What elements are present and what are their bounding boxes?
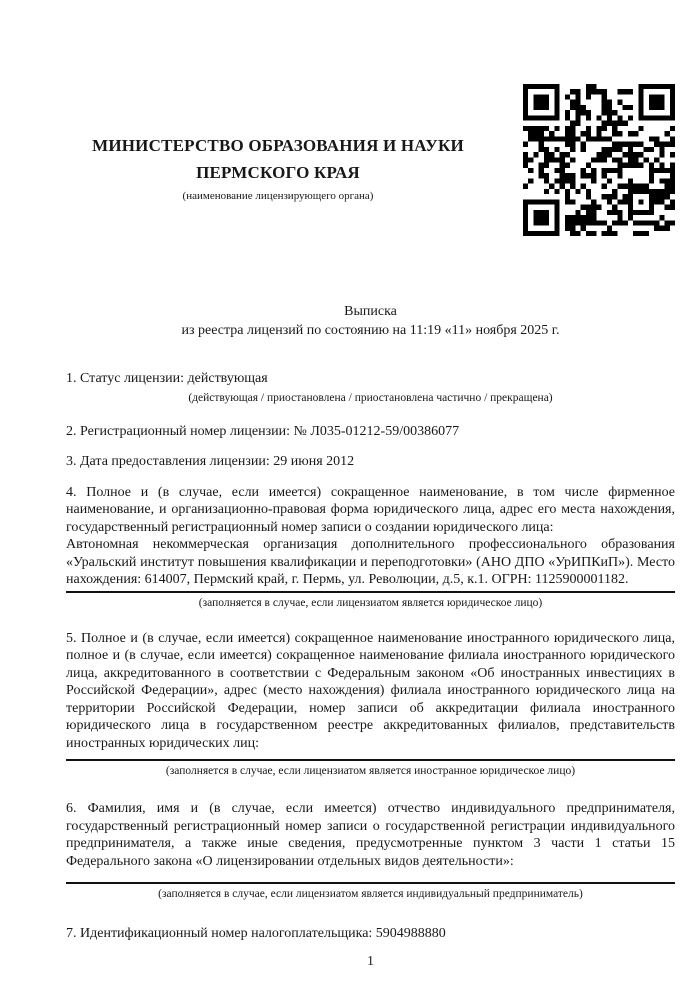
registration-number-text: 2. Регистрационный номер лицензии: № Л035-01212-59/00386077 — [66, 423, 460, 439]
item-legal-entity — [66, 484, 675, 611]
qr-code-icon — [523, 84, 675, 236]
fill-line — [66, 759, 675, 761]
taxpayer-number-text: 7. Идентификационный номер налогоплательщика: 5904988880 — [66, 926, 446, 941]
individual-entrepreneur-caption: (заполняется в случае, если лицензиатом является индивидуальный предприниматель) — [158, 888, 583, 900]
fill-line — [66, 591, 675, 593]
item-registration-number — [66, 423, 675, 441]
licensing-authority-block — [66, 84, 490, 203]
license-date-text: 3. Дата предоставления лицензии: 29 июня 2012 — [66, 454, 355, 469]
item-individual-entrepreneur — [66, 800, 675, 902]
license-status-caption: (действующая / приостановлена / приостановлена частично / прекращена) — [188, 391, 553, 404]
foreign-entity-description: 5. Полное и (в случае, если имеется) сокращенное наименование иностранного юридического лица, полное и (в случае, если имеется) сокращенное наименование филиала иностранного юридического лица, аккредитованного в соответствии с Федеральным законом «Об иностранных инвестициях в Российской Федерации», адрес (место нахождения) филиала иностранного юридического лица на территории Российской Федерации, номер записи об аккредитации филиала иностранного юридического лица в государственном реестре аккредитованных филиалов, представительств иностранных юридических лиц: — [66, 630, 675, 751]
legal-entity-description: 4. Полное и (в случае, если имеется) сокращенное наименование, в том числе фирменное наименование, и организационно-правовая форма юридического лица, адрес его места нахождения, государственный регистрационный номер записи о создании юридического лица: — [66, 484, 675, 535]
legal-entity-value: Автономная некоммерческая организация дополнительного профессионального образования «Уральский институт повышения квалификации и переподготовки» (АНО ДПО «УрИПКиП»). Место нахождения: 614007, Пермский край, г. Пермь, ул. Революции, д.5, к.1. ОГРН: 1125900001182. — [66, 537, 675, 587]
foreign-entity-caption: (заполняется в случае, если лицензиатом является иностранное юридическое лицо) — [165, 765, 576, 777]
license-status-text: 1. Статус лицензии: действующая — [66, 371, 268, 386]
page-number: 1 — [367, 952, 374, 968]
individual-entrepreneur-description: 6. Фамилия, имя и (в случае, если имеется) отчество индивидуального предпринимателя, государственный регистрационный номер записи о государственной регистрации индивидуального предпринимателя, а также иные сведения, предусмотренные пунктом 3 части 1 статьи 15 Федерального закона «О лицензировании отдельных видов деятельности»: — [66, 801, 675, 869]
authority-caption: (наименование лицензирующего органа) — [182, 190, 374, 202]
item-foreign-entity — [66, 630, 675, 780]
item-taxpayer-number — [66, 925, 675, 943]
document-title-line2: из реестра лицензий по состоянию на 11:19 «11» ноября 2025 г. — [181, 323, 560, 338]
item-license-status — [66, 370, 675, 406]
ministry-name: МИНИСТЕРСТВО ОБРАЗОВАНИЯ И НАУКИ ПЕРМСКОГО КРАЯ — [92, 136, 464, 182]
document-title — [66, 302, 675, 340]
document-title-line1: Выписка — [344, 304, 397, 319]
legal-entity-caption: (заполняется в случае, если лицензиатом является юридическое лицо) — [198, 596, 543, 609]
item-license-date — [66, 453, 675, 471]
document-header — [66, 84, 675, 236]
fill-line — [66, 882, 675, 884]
